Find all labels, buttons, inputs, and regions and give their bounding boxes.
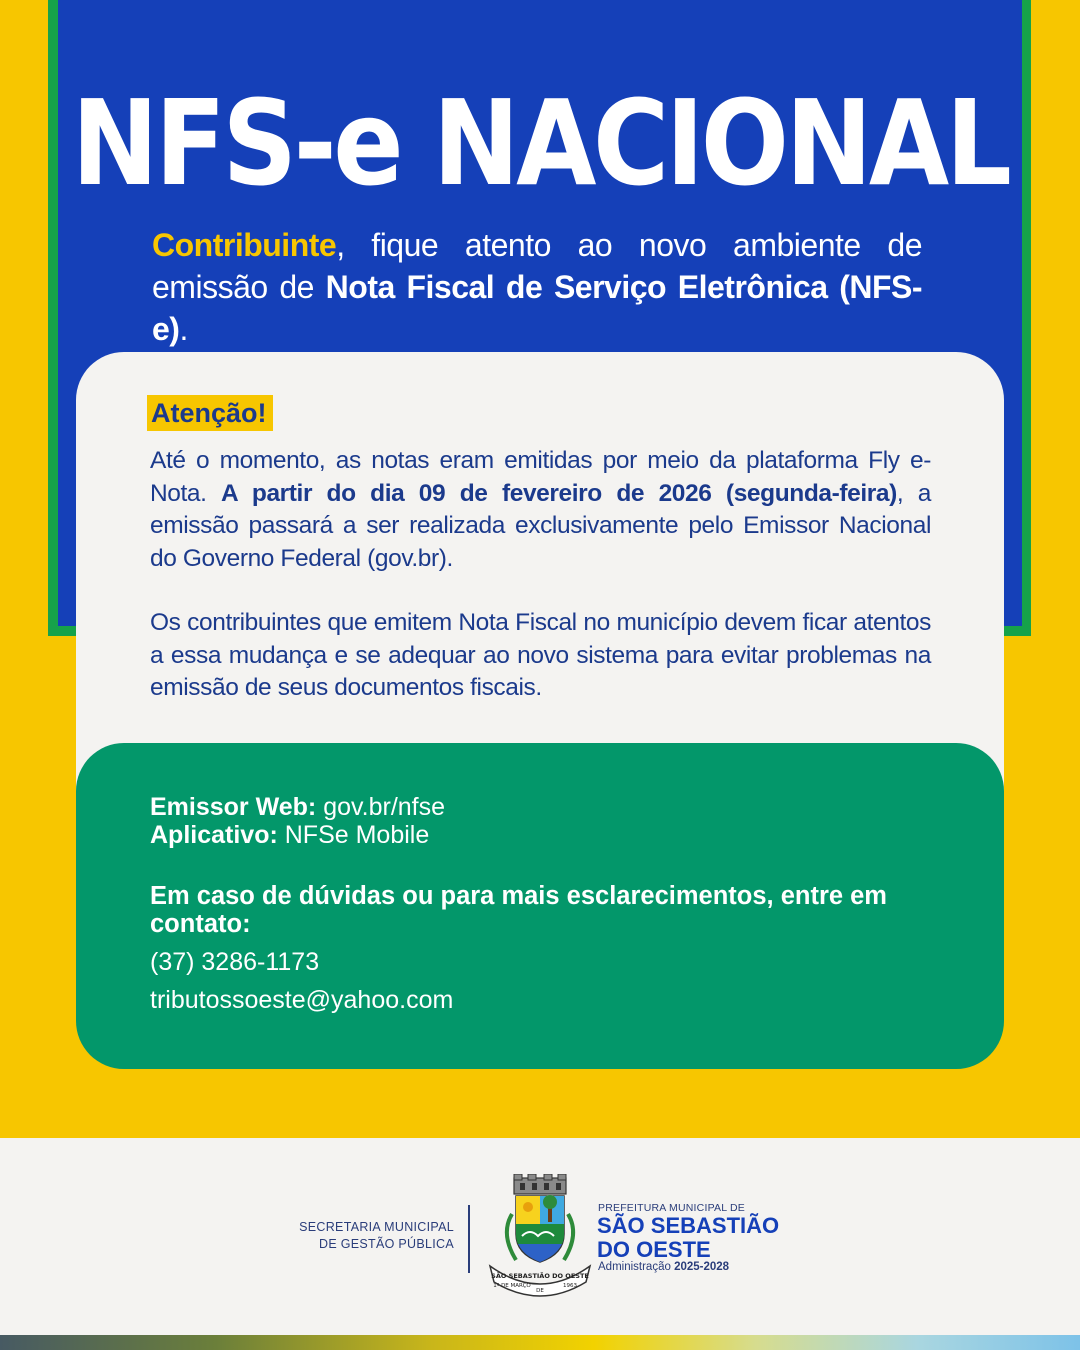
- aplicativo-value: NFSe Mobile: [277, 821, 430, 849]
- prefeitura-label: PREFEITURA MUNICIPAL DE: [598, 1202, 745, 1214]
- admin-years: 2025-2028: [674, 1261, 730, 1273]
- crest-date-right: 1963: [563, 1283, 577, 1289]
- gradient-bottom-bar: [0, 1335, 1080, 1350]
- admin-label: Administração: [598, 1261, 675, 1273]
- notice-paragraph-2: Os contribuintes que emitem Nota Fiscal no município devem ficar atentos a essa mudança e se adequar ao novo sistema para evitar problemas na emissão de seus documentos fiscais.: [150, 609, 931, 701]
- municipality-name-line-1: SÃO SEBASTIÃO: [597, 1213, 780, 1238]
- notice-p1-start: Até o momento, as notas eram emitidas por meio da plataforma Fly e-Nota.: [150, 447, 931, 507]
- intro-end: .: [179, 311, 188, 347]
- attention-label: Atenção!: [147, 395, 273, 431]
- emissor-web-label: Emissor Web:: [150, 793, 317, 821]
- emissor-web-line: [150, 793, 445, 822]
- aplicativo-label: Aplicativo:: [150, 821, 278, 849]
- intro-bold: Nota Fiscal de Serviço Eletrônica (NFS-e): [152, 269, 922, 347]
- contact-email[interactable]: tributossoeste@yahoo.com: [150, 986, 454, 1014]
- municipal-crest-icon: [482, 1174, 598, 1300]
- intro-highlight: Contribuinte: [152, 227, 337, 263]
- notice-paragraph-1: [150, 445, 931, 575]
- crest-date-left: 1º DE MARÇO: [493, 1283, 531, 1289]
- main-title: NFS-e NACIONAL: [71, 74, 1009, 212]
- footer-divider: [468, 1205, 470, 1273]
- municipality-name-line-2: DO OESTE: [597, 1237, 711, 1262]
- contact-phone[interactable]: (37) 3286-1173: [150, 948, 320, 976]
- intro-text: [152, 224, 922, 350]
- secretaria-label: [299, 1219, 454, 1253]
- administration-period: [598, 1261, 729, 1273]
- contact-heading: Em caso de dúvidas ou para mais esclarecimentos, entre em contato:: [150, 882, 887, 938]
- secretaria-line-2: DE GESTÃO PÚBLICA: [319, 1237, 454, 1251]
- emissor-web-link[interactable]: gov.br/nfse: [316, 793, 446, 821]
- secretaria-line-1: SECRETARIA MUNICIPAL: [299, 1220, 454, 1234]
- crest-date-mid: DE: [536, 1288, 544, 1294]
- intro-mid: , fique atento ao novo ambiente de emissão de: [152, 227, 922, 305]
- notice-p1-date: A partir do dia 09 de fevereiro de 2026 (segunda-feira): [221, 479, 897, 507]
- crest-ribbon-text: SÃO SEBASTIÃO DO OESTE: [491, 1272, 589, 1280]
- aplicativo-line: [150, 821, 429, 850]
- notice-p1-end: , a emissão passará a ser realizada exclusivamente pelo Emissor Nacional do Governo Federal (gov.br).: [150, 479, 931, 572]
